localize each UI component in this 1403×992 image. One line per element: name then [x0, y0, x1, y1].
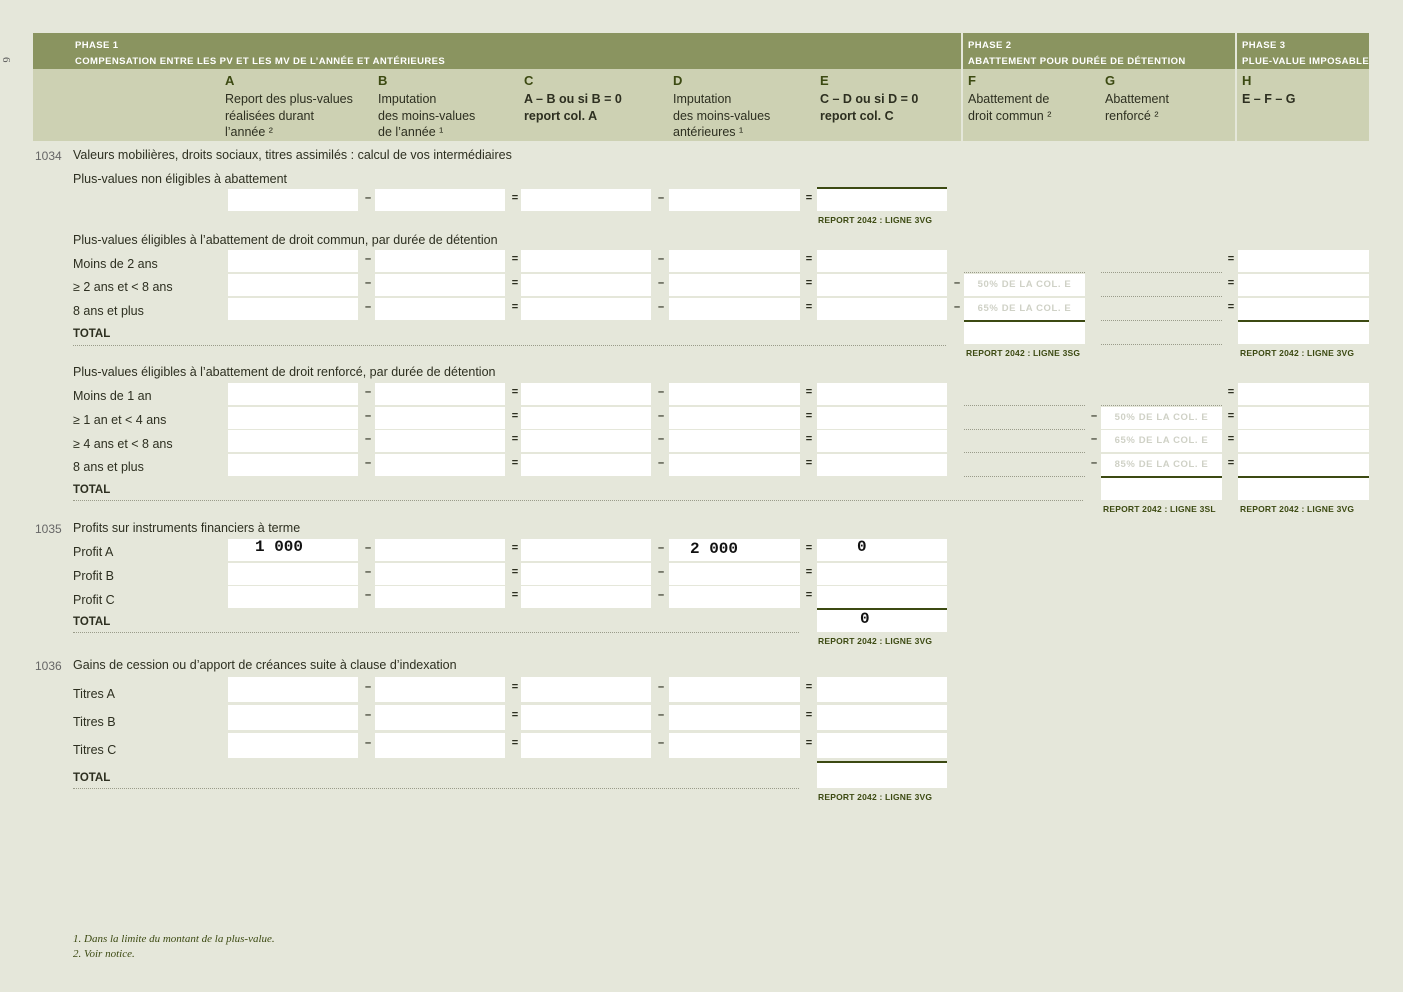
minus-operator: – — [657, 410, 665, 422]
minus-operator: – — [657, 386, 665, 398]
empty-cell-rule — [1101, 344, 1222, 345]
droit-commun-row-3-col-c-input[interactable] — [521, 298, 651, 320]
equals-operator: = — [805, 192, 813, 204]
equals-operator: = — [511, 277, 519, 289]
droit-renforce-row-4-col-b-input[interactable] — [375, 454, 505, 476]
total-rule — [817, 187, 947, 189]
droit-commun-row-1-col-b-input[interactable] — [375, 250, 505, 272]
droit-commun-total-h-input[interactable] — [1238, 322, 1369, 344]
non-eligible-col-a-input[interactable] — [228, 189, 358, 211]
droit-renforce-row-3-col-e-input[interactable] — [817, 430, 947, 452]
droit-renforce-row-3-col-d-input[interactable] — [669, 430, 800, 452]
row-label: Titres A — [73, 687, 115, 701]
phase-3-subtitle: PLUE-VALUE IMPOSABLE — [1242, 56, 1370, 67]
titres-row-3-col-c-input[interactable] — [521, 733, 651, 758]
titres-row-3-col-d-input[interactable] — [669, 733, 800, 758]
equals-operator: = — [1227, 277, 1235, 289]
empty-cell-rule — [1101, 272, 1222, 273]
equals-operator: = — [805, 542, 813, 554]
equals-operator: = — [805, 737, 813, 749]
droit-renforce-row-3-col-a-input[interactable] — [228, 430, 358, 452]
total-rule — [1238, 476, 1369, 478]
droit-renforce-row-2-col-c-input[interactable] — [521, 407, 651, 429]
minus-operator: – — [364, 681, 372, 693]
dotted-rule — [73, 500, 1083, 501]
section-title-1034: Valeurs mobilières, droits sociaux, titres assimilés : calcul de vos intermédiaires — [73, 148, 512, 162]
report-label: REPORT 2042 : LIGNE 3SL — [1103, 504, 1216, 514]
minus-operator: – — [657, 277, 665, 289]
titres-row-3-col-b-input[interactable] — [375, 733, 505, 758]
equals-operator: = — [511, 457, 519, 469]
non-eligible-col-d-input[interactable] — [669, 189, 800, 211]
droit-renforce-row-4-col-g-input[interactable]: 85% DE LA COL. E — [1101, 454, 1222, 476]
droit-commun-row-2-col-d-input[interactable] — [669, 274, 800, 296]
droit-commun-row-2-col-h-input[interactable] — [1238, 274, 1369, 296]
minus-operator: – — [657, 457, 665, 469]
column-e-desc: C – D ou si D = 0 report col. C — [820, 92, 919, 123]
droit-commun-row-3-col-e-input[interactable] — [817, 298, 947, 320]
minus-operator: – — [364, 253, 372, 265]
column-d-letter: D — [673, 73, 683, 88]
profit-row-2-col-d-input[interactable] — [669, 563, 800, 585]
profit-row-3-col-a-input[interactable] — [228, 586, 358, 608]
empty-cell-rule — [964, 452, 1085, 453]
equals-operator: = — [805, 386, 813, 398]
titres-row-1-col-b-input[interactable] — [375, 677, 505, 702]
profit-row-1-col-b-input[interactable] — [375, 539, 505, 561]
droit-renforce-row-4-col-a-input[interactable] — [228, 454, 358, 476]
non-eligible-total-indicator[interactable] — [817, 189, 947, 211]
equals-operator: = — [805, 589, 813, 601]
minus-operator: – — [364, 433, 372, 445]
minus-operator: – — [364, 192, 372, 204]
non-eligible-col-b-input[interactable] — [375, 189, 505, 211]
report-label: REPORT 2042 : LIGNE 3VG — [818, 636, 933, 646]
minus-operator: – — [364, 277, 372, 289]
minus-operator: – — [1090, 457, 1098, 469]
report-label: REPORT 2042 : LIGNE 3VG — [818, 215, 933, 225]
minus-operator: – — [1090, 433, 1098, 445]
report-label: REPORT 2042 : LIGNE 3VG — [818, 792, 933, 802]
droit-commun-row-1-col-e-input[interactable] — [817, 250, 947, 272]
section-code-1036: 1036 — [35, 659, 62, 673]
column-c-desc: A – B ou si B = 0 report col. A — [524, 92, 622, 123]
section-title-1036: Gains de cession ou d’apport de créances suite à clause d’indexation — [73, 658, 457, 672]
droit-renforce-total-g-input[interactable] — [1101, 478, 1222, 500]
titres-row-2-col-e-input[interactable] — [817, 705, 947, 730]
column-f-desc: Abattement de droit commun ² — [968, 92, 1052, 123]
profit-total-e-input[interactable] — [817, 610, 947, 632]
equals-operator: = — [511, 433, 519, 445]
minus-operator: – — [364, 709, 372, 721]
equals-operator: = — [511, 301, 519, 313]
droit-commun-row-2-col-e-input[interactable] — [817, 274, 947, 296]
column-g-letter: G — [1105, 73, 1116, 88]
droit-renforce-row-4-col-e-input[interactable] — [817, 454, 947, 476]
equals-operator: = — [1227, 386, 1235, 398]
equals-operator: = — [511, 542, 519, 554]
minus-operator: – — [657, 709, 665, 721]
droit-renforce-row-4-col-h-input[interactable] — [1238, 454, 1369, 476]
row-label: Profit C — [73, 593, 115, 607]
phase-separator — [961, 33, 963, 141]
titres-row-3-col-e-input[interactable] — [817, 733, 947, 758]
droit-renforce-row-1-col-h-input[interactable] — [1238, 383, 1369, 405]
droit-renforce-row-1-col-d-input[interactable] — [669, 383, 800, 405]
row-label: ≥ 1 an et < 4 ans — [73, 413, 167, 427]
titres-row-1-col-a-input[interactable] — [228, 677, 358, 702]
droit-renforce-row-3-col-c-input[interactable] — [521, 430, 651, 452]
equals-operator: = — [511, 737, 519, 749]
subsection-title: Plus-values non éligibles à abattement — [73, 172, 288, 186]
minus-operator: – — [657, 433, 665, 445]
equals-operator: = — [1227, 433, 1235, 445]
total-label: TOTAL — [73, 328, 111, 340]
droit-commun-row-2-col-a-input[interactable] — [228, 274, 358, 296]
phase-separator — [1235, 33, 1237, 141]
profit-row-2-col-c-input[interactable] — [521, 563, 651, 585]
droit-renforce-total-h-input[interactable] — [1238, 478, 1369, 500]
droit-renforce-row-1-col-b-input[interactable] — [375, 383, 505, 405]
droit-renforce-row-3-col-h-input[interactable] — [1238, 430, 1369, 452]
row-label: Moins de 1 an — [73, 389, 152, 403]
report-label: REPORT 2042 : LIGNE 3VG — [1240, 504, 1355, 514]
profit-row-1-col-c-input[interactable] — [521, 539, 651, 561]
profit-row-2-col-a-input[interactable] — [228, 563, 358, 585]
column-f-letter: F — [968, 73, 976, 88]
minus-operator: – — [657, 301, 665, 313]
equals-operator: = — [805, 277, 813, 289]
column-a-letter: A — [225, 73, 235, 88]
titres-row-2-col-b-input[interactable] — [375, 705, 505, 730]
column-d-desc: Imputation des moins-values antérieures ¹ — [673, 92, 771, 139]
column-h-letter: H — [1242, 73, 1252, 88]
minus-operator: – — [657, 681, 665, 693]
titres-row-2-col-a-input[interactable] — [228, 705, 358, 730]
total-rule — [1101, 476, 1222, 478]
report-label: REPORT 2042 : LIGNE 3SG — [966, 348, 1081, 358]
profit-row-2-col-b-input[interactable] — [375, 563, 505, 585]
minus-operator: – — [953, 277, 961, 289]
phase-1-header — [75, 38, 445, 70]
minus-operator: – — [953, 301, 961, 313]
column-b-letter: B — [378, 73, 388, 88]
profit-a-col-d-value: 2 000 — [690, 540, 739, 558]
minus-operator: – — [657, 192, 665, 204]
total-rule — [1238, 320, 1369, 322]
equals-operator: = — [1227, 253, 1235, 265]
profit-row-3-col-b-input[interactable] — [375, 586, 505, 608]
row-label: Moins de 2 ans — [73, 257, 158, 271]
minus-operator: – — [364, 301, 372, 313]
profit-row-1-col-e-input[interactable] — [817, 539, 947, 561]
minus-operator: – — [657, 566, 665, 578]
empty-cell-rule — [1101, 296, 1222, 297]
droit-renforce-row-2-col-e-input[interactable] — [817, 407, 947, 429]
droit-renforce-row-1-col-e-input[interactable] — [817, 383, 947, 405]
equals-operator: = — [805, 433, 813, 445]
droit-commun-row-1-col-a-input[interactable] — [228, 250, 358, 272]
profit-row-2-col-e-input[interactable] — [817, 563, 947, 585]
titres-row-2-col-c-input[interactable] — [521, 705, 651, 730]
minus-operator: – — [364, 566, 372, 578]
droit-commun-row-2-col-f-input[interactable]: 50% DE LA COL. E — [964, 274, 1085, 296]
profit-row-3-col-c-input[interactable] — [521, 586, 651, 608]
minus-operator: – — [657, 542, 665, 554]
droit-renforce-row-4-col-c-input[interactable] — [521, 454, 651, 476]
empty-cell-rule — [964, 476, 1085, 477]
equals-operator: = — [805, 301, 813, 313]
total-1035-value: 0 — [860, 610, 870, 628]
section-code-1035: 1035 — [35, 522, 62, 536]
total-rule — [817, 761, 947, 763]
minus-operator: – — [364, 386, 372, 398]
phase-2-title: PHASE 2 — [968, 40, 1012, 51]
profit-a-col-a-value: 1 000 — [255, 538, 304, 556]
subsection-title: Plus-values éligibles à l’abattement de droit renforcé, par durée de détention — [73, 365, 496, 379]
equals-operator: = — [805, 709, 813, 721]
phase-1-subtitle: COMPENSATION ENTRE LES PV ET LES MV DE L’ANNÉE ET ANTÉRIEURES — [75, 56, 446, 67]
droit-renforce-row-1-col-a-input[interactable] — [228, 383, 358, 405]
total-rule — [817, 608, 947, 610]
minus-operator: – — [1090, 410, 1098, 422]
titres-row-1-col-e-input[interactable] — [817, 677, 947, 702]
row-label: Titres B — [73, 715, 116, 729]
column-h-desc: E – F – G — [1242, 92, 1296, 106]
subsection-title: Plus-values éligibles à l’abattement de droit commun, par durée de détention — [73, 233, 498, 247]
total-label: TOTAL — [73, 616, 111, 628]
droit-renforce-row-3-col-b-input[interactable] — [375, 430, 505, 452]
droit-renforce-row-1-col-c-input[interactable] — [521, 383, 651, 405]
equals-operator: = — [805, 410, 813, 422]
droit-commun-row-2-col-b-input[interactable] — [375, 274, 505, 296]
page-number: 6 — [0, 57, 12, 63]
total-label: TOTAL — [73, 484, 111, 496]
empty-cell-rule — [1101, 320, 1222, 321]
equals-operator: = — [805, 681, 813, 693]
droit-commun-row-3-col-b-input[interactable] — [375, 298, 505, 320]
equals-operator: = — [1227, 457, 1235, 469]
footnote-2: 2. Voir notice. — [73, 948, 135, 960]
phase-3-title: PHASE 3 — [1242, 40, 1286, 51]
column-c-letter: C — [524, 73, 534, 88]
droit-renforce-row-2-col-h-input[interactable] — [1238, 407, 1369, 429]
empty-cell-rule — [1101, 405, 1222, 406]
droit-renforce-row-2-col-b-input[interactable] — [375, 407, 505, 429]
column-a-desc: Report des plus-values réalisées durant l’année ² — [225, 92, 353, 139]
droit-renforce-row-2-col-g-input[interactable]: 50% DE LA COL. E — [1101, 407, 1222, 429]
minus-operator: – — [657, 737, 665, 749]
equals-operator: = — [1227, 410, 1235, 422]
titres-total-e-input[interactable] — [817, 763, 947, 788]
equals-operator: = — [511, 566, 519, 578]
equals-operator: = — [511, 589, 519, 601]
minus-operator: – — [364, 410, 372, 422]
section-title-1035: Profits sur instruments financiers à terme — [73, 521, 301, 535]
empty-cell-rule — [964, 429, 1085, 430]
equals-operator: = — [511, 192, 519, 204]
droit-renforce-row-4-col-d-input[interactable] — [669, 454, 800, 476]
profit-row-3-col-d-input[interactable] — [669, 586, 800, 608]
minus-operator: – — [364, 737, 372, 749]
dotted-rule — [73, 345, 946, 346]
equals-operator: = — [1227, 301, 1235, 313]
row-label: ≥ 2 ans et < 8 ans — [73, 280, 173, 294]
profit-row-3-col-e-input[interactable] — [817, 586, 947, 608]
empty-cell-rule — [964, 272, 1085, 273]
dotted-rule — [73, 632, 799, 633]
dotted-rule — [73, 788, 799, 789]
phase-3-header — [1242, 38, 1369, 70]
equals-operator: = — [511, 386, 519, 398]
equals-operator: = — [511, 681, 519, 693]
equals-operator: = — [511, 709, 519, 721]
minus-operator: – — [364, 457, 372, 469]
report-label: REPORT 2042 : LIGNE 3VG — [1240, 348, 1355, 358]
minus-operator: – — [657, 253, 665, 265]
droit-commun-row-3-col-f-input[interactable]: 65% DE LA COL. E — [964, 298, 1085, 320]
equals-operator: = — [511, 410, 519, 422]
profit-a-col-e-value: 0 — [857, 538, 867, 556]
droit-commun-row-2-col-c-input[interactable] — [521, 274, 651, 296]
row-label: Profit B — [73, 569, 114, 583]
row-label: Profit A — [73, 545, 114, 559]
column-g-desc: Abattement renforcé ² — [1105, 92, 1169, 123]
titres-row-3-col-a-input[interactable] — [228, 733, 358, 758]
titres-row-2-col-d-input[interactable] — [669, 705, 800, 730]
droit-commun-row-1-col-h-input[interactable] — [1238, 250, 1369, 272]
titres-row-1-col-c-input[interactable] — [521, 677, 651, 702]
phase-2-subtitle: ABATTEMENT POUR DURÉE DE DÉTENTION — [968, 56, 1186, 67]
droit-commun-row-3-col-a-input[interactable] — [228, 298, 358, 320]
section-code-1034: 1034 — [35, 149, 62, 163]
total-rule — [964, 320, 1085, 322]
droit-renforce-row-2-col-d-input[interactable] — [669, 407, 800, 429]
row-label: ≥ 4 ans et < 8 ans — [73, 437, 173, 451]
droit-commun-row-3-col-d-input[interactable] — [669, 298, 800, 320]
non-eligible-col-c-input[interactable] — [521, 189, 651, 211]
droit-commun-row-1-col-d-input[interactable] — [669, 250, 800, 272]
titres-row-1-col-d-input[interactable] — [669, 677, 800, 702]
empty-cell-rule — [964, 405, 1085, 406]
minus-operator: – — [364, 542, 372, 554]
row-label: Titres C — [73, 743, 117, 757]
droit-commun-row-1-col-c-input[interactable] — [521, 250, 651, 272]
equals-operator: = — [805, 253, 813, 265]
droit-renforce-row-3-col-g-input[interactable]: 65% DE LA COL. E — [1101, 430, 1222, 452]
phase-1-title: PHASE 1 — [75, 40, 119, 51]
row-label: 8 ans et plus — [73, 460, 144, 474]
phase-2-header — [968, 38, 1186, 70]
minus-operator: – — [364, 589, 372, 601]
droit-renforce-row-2-col-a-input[interactable] — [228, 407, 358, 429]
footnote-1: 1. Dans la limite du montant de la plus-value. — [73, 933, 275, 945]
column-b-desc: Imputation des moins-values de l’année ¹ — [378, 92, 476, 139]
equals-operator: = — [511, 253, 519, 265]
droit-commun-total-f-input[interactable] — [964, 322, 1085, 344]
equals-operator: = — [805, 457, 813, 469]
row-label: 8 ans et plus — [73, 304, 144, 318]
equals-operator: = — [805, 566, 813, 578]
droit-commun-row-3-col-h-input[interactable] — [1238, 298, 1369, 320]
total-label: TOTAL — [73, 772, 111, 784]
column-e-letter: E — [820, 73, 829, 88]
minus-operator: – — [657, 589, 665, 601]
